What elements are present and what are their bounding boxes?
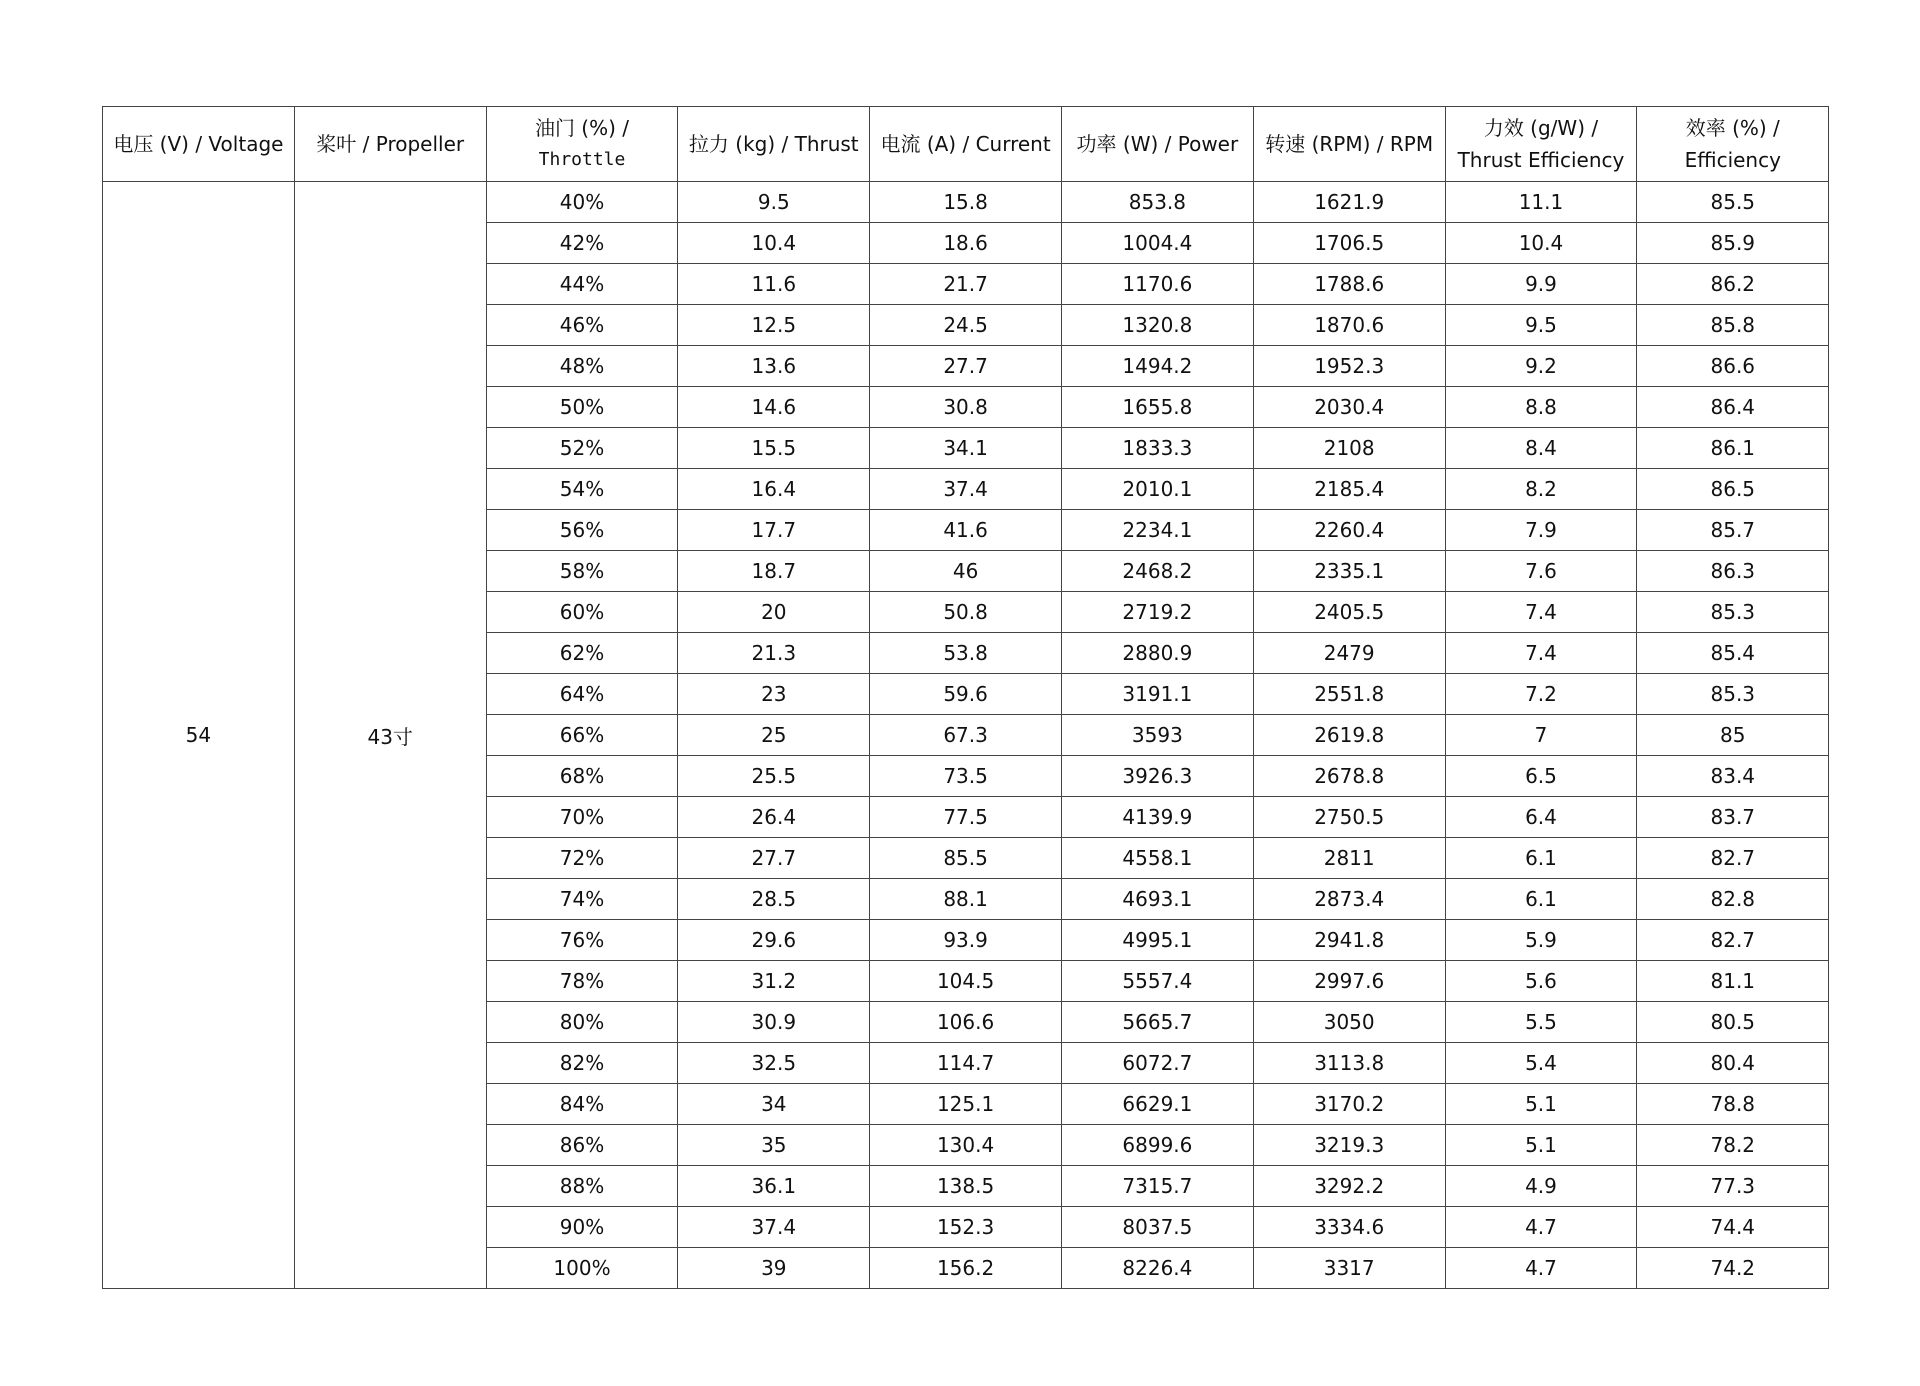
cell-thrust-efficiency: 4.7 <box>1445 1248 1637 1289</box>
cell-throttle: 68% <box>486 756 678 797</box>
cell-thrust-efficiency: 8.2 <box>1445 469 1637 510</box>
header-efficiency <box>1637 107 1829 182</box>
cell-rpm: 2108 <box>1253 428 1445 469</box>
cell-efficiency: 85.3 <box>1637 674 1829 715</box>
header-thrust-efficiency-line1: 力效 (g/W) / <box>1483 116 1599 140</box>
cell-thrust-efficiency: 5.5 <box>1445 1002 1637 1043</box>
cell-rpm: 1870.6 <box>1253 305 1445 346</box>
cell-efficiency: 86.4 <box>1637 387 1829 428</box>
cell-power: 6072.7 <box>1061 1043 1253 1084</box>
cell-power: 4995.1 <box>1061 920 1253 961</box>
cell-thrust: 18.7 <box>678 551 870 592</box>
cell-throttle: 44% <box>486 264 678 305</box>
cell-throttle: 80% <box>486 1002 678 1043</box>
cell-thrust-efficiency: 8.8 <box>1445 387 1637 428</box>
cell-current: 46 <box>870 551 1062 592</box>
cell-power: 1320.8 <box>1061 305 1253 346</box>
cell-efficiency: 85.9 <box>1637 223 1829 264</box>
cell-power: 5665.7 <box>1061 1002 1253 1043</box>
cell-thrust-efficiency: 10.4 <box>1445 223 1637 264</box>
header-efficiency-line1: 效率 (%) / <box>1685 116 1780 140</box>
cell-current: 130.4 <box>870 1125 1062 1166</box>
cell-throttle: 56% <box>486 510 678 551</box>
cell-current: 30.8 <box>870 387 1062 428</box>
cell-rpm: 1621.9 <box>1253 182 1445 223</box>
cell-thrust-efficiency: 5.9 <box>1445 920 1637 961</box>
cell-thrust: 32.5 <box>678 1043 870 1084</box>
cell-current: 114.7 <box>870 1043 1062 1084</box>
cell-power: 3191.1 <box>1061 674 1253 715</box>
cell-power: 3593 <box>1061 715 1253 756</box>
cell-current: 41.6 <box>870 510 1062 551</box>
cell-efficiency: 86.3 <box>1637 551 1829 592</box>
cell-power: 2234.1 <box>1061 510 1253 551</box>
cell-throttle: 64% <box>486 674 678 715</box>
cell-throttle: 100% <box>486 1248 678 1289</box>
cell-throttle: 58% <box>486 551 678 592</box>
cell-thrust-efficiency: 9.2 <box>1445 346 1637 387</box>
header-thrust-efficiency <box>1445 107 1637 182</box>
cell-efficiency: 86.5 <box>1637 469 1829 510</box>
table-row <box>103 182 1829 223</box>
cell-rpm: 1706.5 <box>1253 223 1445 264</box>
cell-efficiency: 86.6 <box>1637 346 1829 387</box>
cell-efficiency: 85.7 <box>1637 510 1829 551</box>
header-throttle <box>486 107 678 182</box>
cell-current: 67.3 <box>870 715 1062 756</box>
cell-efficiency: 78.2 <box>1637 1125 1829 1166</box>
cell-efficiency: 83.7 <box>1637 797 1829 838</box>
cell-efficiency: 82.7 <box>1637 838 1829 879</box>
cell-current: 37.4 <box>870 469 1062 510</box>
cell-rpm: 2997.6 <box>1253 961 1445 1002</box>
cell-throttle: 46% <box>486 305 678 346</box>
header-rpm: 转速 (RPM) / RPM <box>1253 107 1445 182</box>
cell-efficiency: 82.8 <box>1637 879 1829 920</box>
cell-thrust: 13.6 <box>678 346 870 387</box>
cell-current: 59.6 <box>870 674 1062 715</box>
cell-power: 8226.4 <box>1061 1248 1253 1289</box>
cell-thrust: 36.1 <box>678 1166 870 1207</box>
cell-thrust: 10.4 <box>678 223 870 264</box>
cell-throttle: 40% <box>486 182 678 223</box>
cell-current: 125.1 <box>870 1084 1062 1125</box>
cell-thrust-efficiency: 7.4 <box>1445 633 1637 674</box>
cell-current: 27.7 <box>870 346 1062 387</box>
header-throttle-line2: Throttle <box>538 149 626 170</box>
cell-rpm: 2335.1 <box>1253 551 1445 592</box>
cell-thrust: 23 <box>678 674 870 715</box>
cell-power: 2468.2 <box>1061 551 1253 592</box>
cell-current: 24.5 <box>870 305 1062 346</box>
cell-power: 3926.3 <box>1061 756 1253 797</box>
cell-power: 4139.9 <box>1061 797 1253 838</box>
header-thrust-efficiency-line2: Thrust Efficiency <box>1457 148 1625 172</box>
header-current: 电流 (A) / Current <box>870 107 1062 182</box>
cell-thrust-efficiency: 7.9 <box>1445 510 1637 551</box>
cell-throttle: 72% <box>486 838 678 879</box>
cell-thrust: 9.5 <box>678 182 870 223</box>
cell-thrust: 37.4 <box>678 1207 870 1248</box>
header-propeller: 桨叶 / Propeller <box>294 107 486 182</box>
cell-efficiency: 85.5 <box>1637 182 1829 223</box>
cell-thrust-efficiency: 5.6 <box>1445 961 1637 1002</box>
cell-thrust: 14.6 <box>678 387 870 428</box>
cell-thrust-efficiency: 8.4 <box>1445 428 1637 469</box>
cell-thrust-efficiency: 5.1 <box>1445 1084 1637 1125</box>
cell-current: 138.5 <box>870 1166 1062 1207</box>
cell-throttle: 42% <box>486 223 678 264</box>
cell-efficiency: 85.3 <box>1637 592 1829 633</box>
cell-thrust-efficiency: 7.6 <box>1445 551 1637 592</box>
cell-efficiency: 74.2 <box>1637 1248 1829 1289</box>
cell-thrust-efficiency: 6.5 <box>1445 756 1637 797</box>
cell-efficiency: 86.1 <box>1637 428 1829 469</box>
cell-thrust-efficiency: 6.1 <box>1445 879 1637 920</box>
cell-rpm: 2678.8 <box>1253 756 1445 797</box>
cell-thrust: 20 <box>678 592 870 633</box>
cell-thrust: 17.7 <box>678 510 870 551</box>
cell-thrust: 12.5 <box>678 305 870 346</box>
header-voltage: 电压 (V) / Voltage <box>103 107 295 182</box>
cell-rpm: 3219.3 <box>1253 1125 1445 1166</box>
cell-efficiency: 85.4 <box>1637 633 1829 674</box>
cell-current: 85.5 <box>870 838 1062 879</box>
cell-efficiency: 86.2 <box>1637 264 1829 305</box>
cell-rpm: 2750.5 <box>1253 797 1445 838</box>
cell-throttle: 76% <box>486 920 678 961</box>
cell-power: 4693.1 <box>1061 879 1253 920</box>
cell-thrust-efficiency: 9.9 <box>1445 264 1637 305</box>
cell-thrust: 28.5 <box>678 879 870 920</box>
cell-power: 2010.1 <box>1061 469 1253 510</box>
cell-throttle: 52% <box>486 428 678 469</box>
cell-thrust: 27.7 <box>678 838 870 879</box>
cell-throttle: 66% <box>486 715 678 756</box>
cell-thrust: 25 <box>678 715 870 756</box>
cell-throttle: 78% <box>486 961 678 1002</box>
cell-throttle: 88% <box>486 1166 678 1207</box>
cell-power: 2880.9 <box>1061 633 1253 674</box>
cell-thrust: 34 <box>678 1084 870 1125</box>
header-throttle-line1: 油门 (%) / <box>534 116 630 140</box>
cell-throttle: 48% <box>486 346 678 387</box>
header-row <box>103 107 1829 182</box>
cell-rpm: 2811 <box>1253 838 1445 879</box>
cell-rpm: 2941.8 <box>1253 920 1445 961</box>
cell-power: 1655.8 <box>1061 387 1253 428</box>
cell-rpm: 2405.5 <box>1253 592 1445 633</box>
cell-efficiency: 80.5 <box>1637 1002 1829 1043</box>
cell-thrust: 16.4 <box>678 469 870 510</box>
cell-thrust-efficiency: 7.4 <box>1445 592 1637 633</box>
cell-thrust-efficiency: 6.1 <box>1445 838 1637 879</box>
cell-efficiency: 74.4 <box>1637 1207 1829 1248</box>
cell-power: 1494.2 <box>1061 346 1253 387</box>
cell-thrust: 29.6 <box>678 920 870 961</box>
cell-current: 104.5 <box>870 961 1062 1002</box>
cell-voltage: 54 <box>103 182 295 1289</box>
cell-efficiency: 85.8 <box>1637 305 1829 346</box>
cell-efficiency: 82.7 <box>1637 920 1829 961</box>
cell-rpm: 3170.2 <box>1253 1084 1445 1125</box>
cell-rpm: 2260.4 <box>1253 510 1445 551</box>
cell-efficiency: 77.3 <box>1637 1166 1829 1207</box>
motor-performance-table <box>102 106 1829 1289</box>
cell-current: 21.7 <box>870 264 1062 305</box>
cell-thrust: 26.4 <box>678 797 870 838</box>
header-power: 功率 (W) / Power <box>1061 107 1253 182</box>
cell-thrust-efficiency: 6.4 <box>1445 797 1637 838</box>
cell-rpm: 3292.2 <box>1253 1166 1445 1207</box>
cell-throttle: 74% <box>486 879 678 920</box>
cell-throttle: 70% <box>486 797 678 838</box>
cell-thrust: 11.6 <box>678 264 870 305</box>
cell-current: 50.8 <box>870 592 1062 633</box>
cell-thrust: 25.5 <box>678 756 870 797</box>
cell-power: 853.8 <box>1061 182 1253 223</box>
cell-power: 6899.6 <box>1061 1125 1253 1166</box>
cell-rpm: 3050 <box>1253 1002 1445 1043</box>
cell-rpm: 2873.4 <box>1253 879 1445 920</box>
cell-throttle: 90% <box>486 1207 678 1248</box>
cell-power: 2719.2 <box>1061 592 1253 633</box>
cell-thrust-efficiency: 7 <box>1445 715 1637 756</box>
cell-rpm: 1952.3 <box>1253 346 1445 387</box>
cell-power: 6629.1 <box>1061 1084 1253 1125</box>
cell-current: 18.6 <box>870 223 1062 264</box>
cell-current: 34.1 <box>870 428 1062 469</box>
cell-thrust-efficiency: 5.1 <box>1445 1125 1637 1166</box>
cell-efficiency: 80.4 <box>1637 1043 1829 1084</box>
cell-throttle: 84% <box>486 1084 678 1125</box>
cell-current: 15.8 <box>870 182 1062 223</box>
cell-rpm: 3113.8 <box>1253 1043 1445 1084</box>
cell-current: 93.9 <box>870 920 1062 961</box>
cell-rpm: 2030.4 <box>1253 387 1445 428</box>
cell-power: 1170.6 <box>1061 264 1253 305</box>
cell-throttle: 50% <box>486 387 678 428</box>
cell-thrust: 39 <box>678 1248 870 1289</box>
header-thrust: 拉力 (kg) / Thrust <box>678 107 870 182</box>
cell-thrust: 15.5 <box>678 428 870 469</box>
cell-thrust: 35 <box>678 1125 870 1166</box>
cell-current: 156.2 <box>870 1248 1062 1289</box>
cell-rpm: 2619.8 <box>1253 715 1445 756</box>
cell-current: 152.3 <box>870 1207 1062 1248</box>
cell-current: 106.6 <box>870 1002 1062 1043</box>
cell-current: 53.8 <box>870 633 1062 674</box>
cell-thrust-efficiency: 9.5 <box>1445 305 1637 346</box>
header-efficiency-line2: Efficiency <box>1684 148 1781 172</box>
cell-current: 88.1 <box>870 879 1062 920</box>
cell-thrust: 21.3 <box>678 633 870 674</box>
table-header <box>103 107 1829 182</box>
cell-power: 1004.4 <box>1061 223 1253 264</box>
cell-thrust-efficiency: 7.2 <box>1445 674 1637 715</box>
cell-efficiency: 78.8 <box>1637 1084 1829 1125</box>
cell-throttle: 86% <box>486 1125 678 1166</box>
cell-rpm: 3334.6 <box>1253 1207 1445 1248</box>
cell-power: 1833.3 <box>1061 428 1253 469</box>
cell-rpm: 2479 <box>1253 633 1445 674</box>
cell-rpm: 2185.4 <box>1253 469 1445 510</box>
cell-thrust-efficiency: 5.4 <box>1445 1043 1637 1084</box>
cell-efficiency: 85 <box>1637 715 1829 756</box>
cell-throttle: 82% <box>486 1043 678 1084</box>
table-body <box>103 182 1829 1289</box>
cell-thrust-efficiency: 11.1 <box>1445 182 1637 223</box>
cell-power: 4558.1 <box>1061 838 1253 879</box>
cell-power: 8037.5 <box>1061 1207 1253 1248</box>
cell-efficiency: 81.1 <box>1637 961 1829 1002</box>
cell-thrust: 31.2 <box>678 961 870 1002</box>
cell-current: 73.5 <box>870 756 1062 797</box>
cell-throttle: 54% <box>486 469 678 510</box>
cell-rpm: 2551.8 <box>1253 674 1445 715</box>
cell-thrust-efficiency: 4.7 <box>1445 1207 1637 1248</box>
cell-thrust: 30.9 <box>678 1002 870 1043</box>
cell-power: 5557.4 <box>1061 961 1253 1002</box>
cell-throttle: 62% <box>486 633 678 674</box>
cell-current: 77.5 <box>870 797 1062 838</box>
cell-rpm: 3317 <box>1253 1248 1445 1289</box>
cell-propeller: 43寸 <box>294 182 486 1289</box>
cell-efficiency: 83.4 <box>1637 756 1829 797</box>
cell-power: 7315.7 <box>1061 1166 1253 1207</box>
cell-throttle: 60% <box>486 592 678 633</box>
cell-thrust-efficiency: 4.9 <box>1445 1166 1637 1207</box>
cell-rpm: 1788.6 <box>1253 264 1445 305</box>
